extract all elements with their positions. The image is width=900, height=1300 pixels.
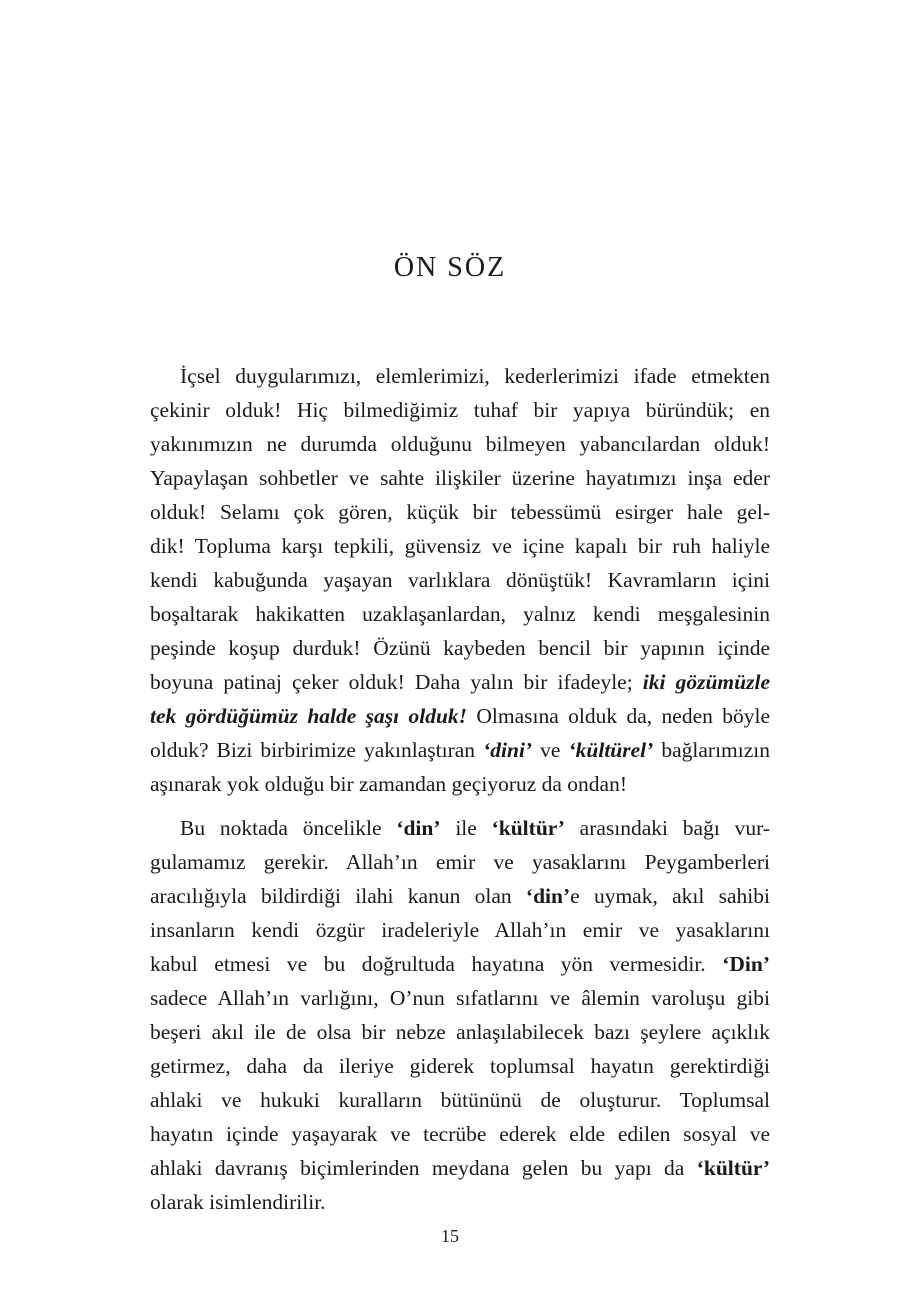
- text-line: [150, 947, 770, 981]
- text-line: [150, 427, 770, 461]
- emphasis-text: ‘din’: [396, 816, 441, 840]
- text-run: çekinir olduk! Hiç bilmediğimiz tuhaf bir yapıya büründük; en: [150, 398, 770, 422]
- text-run: boşaltarak hakikatten uzaklaşanlardan, yalnız kendi meşgalesinin: [150, 602, 770, 626]
- emphasis-text: tek gördüğümüz halde şaşı olduk!: [150, 704, 468, 728]
- text-line: [150, 1185, 770, 1219]
- text-line: [150, 699, 770, 733]
- emphasis-text: ‘dini’: [483, 738, 533, 762]
- text-line: [150, 1117, 770, 1151]
- text-run: kabul etmesi ve bu doğrultuda hayatına yön vermesidir.: [150, 952, 723, 976]
- body-text: [150, 359, 770, 1219]
- text-line: [150, 359, 770, 393]
- text-line: [150, 597, 770, 631]
- emphasis-text: ‘kültür’: [491, 816, 565, 840]
- text-run: ahlaki davranış biçimlerinden meydana gelen bu yapı da: [150, 1156, 697, 1180]
- text-line: [150, 495, 770, 529]
- text-run: Yapaylaşan sohbetler ve sahte ilişkiler üzerine hayatımızı inşa eder: [150, 466, 770, 490]
- text-run: ve: [532, 738, 569, 762]
- text-run: ile: [440, 816, 492, 840]
- text-run: olduk? Bizi birbirimize yakınlaştıran: [150, 738, 484, 762]
- text-line: [150, 631, 770, 665]
- text-line: [150, 879, 770, 913]
- text-run: boyuna patinaj çeker olduk! Daha yalın bir ifadeyle;: [150, 670, 643, 694]
- text-line: [150, 733, 770, 767]
- text-line: [150, 461, 770, 495]
- text-line: [150, 811, 770, 845]
- text-line: [150, 529, 770, 563]
- text-line: [150, 1151, 770, 1185]
- text-run: Olmasına olduk da, neden böyle: [467, 704, 770, 728]
- text-line: [150, 981, 770, 1015]
- text-run: gulamamız gerekir. Allah’ın emir ve yasaklarını Peygamberleri: [150, 850, 770, 874]
- text-run: dik! Topluma karşı tepkili, güvensiz ve içine kapalı bir ruh haliyle: [150, 534, 770, 558]
- text-run: arasındaki bağı vur-: [564, 816, 770, 840]
- text-run: beşeri akıl ile de olsa bir nebze anlaşılabilecek bazı şeylere açıklık: [150, 1020, 770, 1044]
- paragraph: [150, 359, 770, 801]
- text-line: [150, 767, 770, 801]
- chapter-title: ÖN SÖZ: [393, 252, 507, 283]
- text-run: getirmez, daha da ileriye giderek toplumsal hayatın gerektirdiği: [150, 1054, 770, 1078]
- text-run: olduk! Selamı çok gören, küçük bir tebessümü esirger hale gel-: [150, 500, 770, 524]
- text-run: ahlaki ve hukuki kuralların bütününü de oluşturur. Toplumsal: [150, 1088, 770, 1112]
- text-run: hayatın içinde yaşayarak ve tecrübe ederek elde edilen sosyal ve: [150, 1122, 770, 1146]
- text-run: sadece Allah’ın varlığını, O’nun sıfatlarını ve âlemin varoluşu gibi: [150, 986, 770, 1010]
- text-run: olarak isimlendirilir.: [150, 1190, 326, 1214]
- text-line: [150, 665, 770, 699]
- text-run: Bu noktada öncelikle: [180, 816, 397, 840]
- emphasis-text: iki gözümüzle: [642, 670, 770, 694]
- text-line: [150, 1083, 770, 1117]
- text-line: [150, 393, 770, 427]
- text-run: İçsel duygularımızı, elemlerimizi, kederlerimizi ifade etmekten: [180, 364, 770, 388]
- emphasis-text: ‘Din’: [722, 952, 770, 976]
- text-run: aşınarak yok olduğu bir zamandan geçiyoruz da ondan!: [150, 772, 628, 796]
- text-line: [150, 845, 770, 879]
- emphasis-text: ‘kültürel’: [568, 738, 654, 762]
- paragraph: [150, 811, 770, 1219]
- text-run: e uymak, akıl sahibi: [570, 884, 770, 908]
- text-run: bağlarımızın: [653, 738, 771, 762]
- text-run: insanların kendi özgür iradeleriyle Allah’ın emir ve yasaklarını: [150, 918, 770, 942]
- text-run: kendi kabuğunda yaşayan varlıklara dönüştük! Kavramların içini: [150, 568, 770, 592]
- text-line: [150, 913, 770, 947]
- emphasis-text: ‘kültür’: [696, 1156, 770, 1180]
- text-run: aracılığıyla bildirdiği ilahi kanun olan: [150, 884, 526, 908]
- page-number: 15: [441, 1226, 459, 1246]
- text-run: peşinde koşup durduk! Özünü kaybeden bencil bir yapının içinde: [150, 636, 770, 660]
- text-run: yakınımızın ne durumda olduğunu bilmeyen yabancılardan olduk!: [150, 432, 770, 456]
- text-line: [150, 563, 770, 597]
- emphasis-text: ‘din’: [525, 884, 571, 908]
- text-line: [150, 1049, 770, 1083]
- text-line: [150, 1015, 770, 1049]
